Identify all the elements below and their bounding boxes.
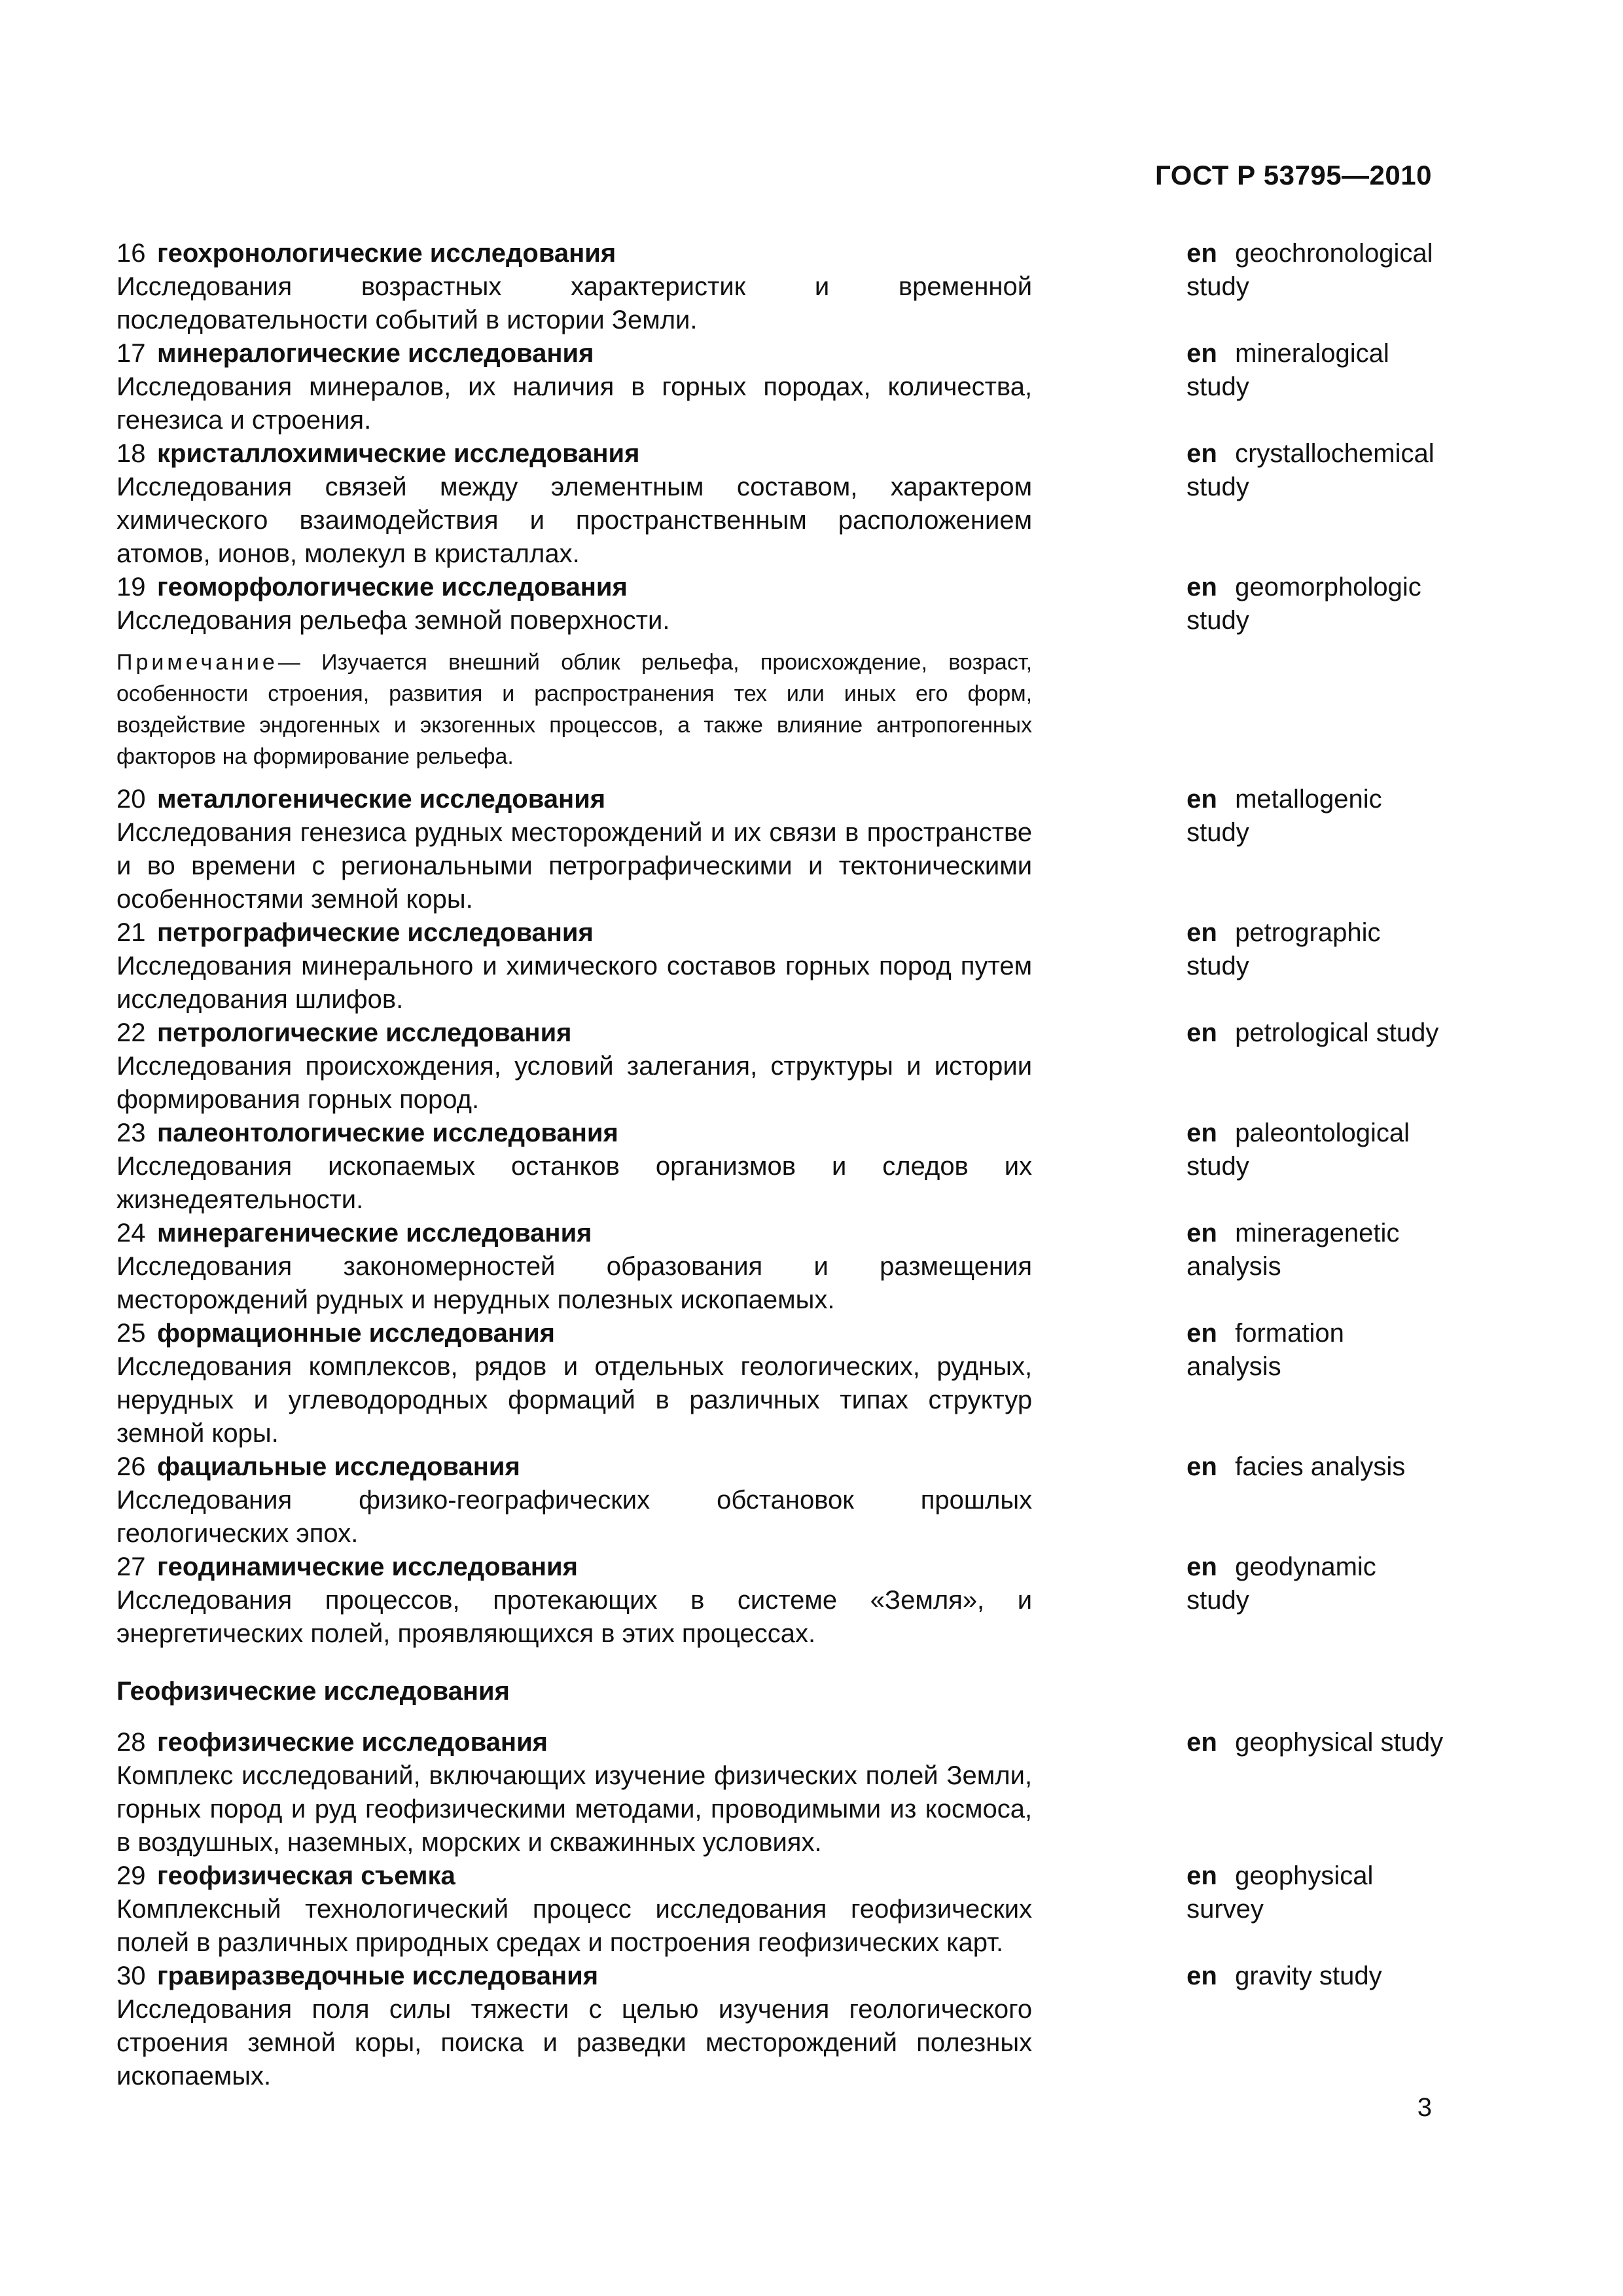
term-heading	[116, 1551, 1032, 1584]
term-title: металлогенические исследования	[157, 785, 606, 814]
term-english	[1186, 337, 1445, 404]
english-term: petrological study	[1235, 1018, 1439, 1047]
term-entry	[116, 1726, 1445, 1859]
english-term: formation analysis	[1186, 1319, 1344, 1381]
term-heading	[116, 1450, 1032, 1484]
term-definition: Исследования рельефа земной поверхности.	[116, 606, 670, 635]
term-title: петрографические исследования	[157, 918, 594, 947]
term-number: 26	[116, 1452, 146, 1481]
term-number: 22	[116, 1018, 146, 1047]
term-entry	[116, 237, 1445, 337]
term-number: 19	[116, 573, 146, 601]
term-heading	[116, 1726, 1032, 1759]
term-russian	[116, 1117, 1032, 1217]
term-entry	[116, 783, 1445, 916]
term-heading	[116, 437, 1032, 471]
term-number: 20	[116, 785, 146, 814]
english-term: geophysical study	[1235, 1728, 1444, 1757]
document-code: ГОСТ Р 53795—2010	[1155, 160, 1432, 190]
term-russian	[116, 1859, 1032, 1960]
term-entry	[116, 1859, 1445, 1960]
term-english	[1186, 1317, 1445, 1384]
term-russian	[116, 1551, 1032, 1651]
terms-list-geology	[116, 237, 1445, 1651]
term-heading	[116, 1217, 1032, 1250]
term-title: петрологические исследования	[157, 1018, 572, 1047]
term-note	[116, 647, 1032, 772]
term-english	[1186, 1859, 1445, 1926]
term-title: формационные исследования	[157, 1319, 556, 1348]
language-code: en	[1186, 1552, 1217, 1581]
term-entry	[116, 1217, 1445, 1317]
language-code: en	[1186, 1018, 1217, 1047]
term-russian	[116, 437, 1032, 571]
term-definition: Исследования минерального и химического составов горных пород путем исследования шлифов.	[116, 952, 1033, 1014]
page-number: 3	[1417, 2093, 1432, 2122]
term-number: 23	[116, 1119, 146, 1147]
term-heading	[116, 783, 1032, 816]
term-number: 27	[116, 1552, 146, 1581]
language-code: en	[1186, 1119, 1217, 1147]
note-text: — Изучается внешний облик рельефа, происхождение, возраст, особенности строения, развития и распространения тех или иных его форм, воздействие эндогенных и экзогенных процессов, а также влияние антропогенных факторов на формирование рельефа.	[116, 650, 1033, 769]
english-term: geodynamic study	[1186, 1552, 1376, 1615]
language-code: en	[1186, 1861, 1217, 1890]
term-title: минералогические исследования	[157, 339, 594, 368]
term-english	[1186, 571, 1445, 637]
english-term: mineralogical study	[1186, 339, 1389, 401]
term-number: 17	[116, 339, 146, 368]
term-title: геоморфологические исследования	[157, 573, 628, 601]
term-russian	[116, 1217, 1032, 1317]
term-heading	[116, 1016, 1032, 1050]
term-english	[1186, 1726, 1445, 1759]
term-russian	[116, 783, 1032, 916]
term-entry	[116, 916, 1445, 1016]
terms-list-geophysics	[116, 1726, 1445, 2093]
term-definition: Исследования минералов, их наличия в горных породах, количества, генезиса и строения.	[116, 372, 1033, 435]
term-entry	[116, 1551, 1445, 1651]
term-entry	[116, 1317, 1445, 1450]
term-english	[1186, 1217, 1445, 1283]
term-title: геофизическая съемка	[157, 1861, 455, 1890]
term-russian	[116, 1450, 1032, 1551]
term-russian	[116, 1726, 1032, 1859]
term-entry	[116, 1960, 1445, 2093]
term-russian	[116, 571, 1032, 783]
language-code: en	[1186, 1452, 1217, 1481]
language-code: en	[1186, 918, 1217, 947]
note-label: Примечание	[116, 650, 278, 675]
term-english	[1186, 1551, 1445, 1617]
term-number: 16	[116, 239, 146, 268]
terms-content	[116, 237, 1445, 2093]
section-heading: Геофизические исследования	[116, 1677, 510, 1706]
term-russian	[116, 237, 1032, 337]
english-term: geophysical survey	[1186, 1861, 1374, 1924]
term-definition: Исследования процессов, протекающих в системе «Земля», и энергетических полей, проявляющихся в этих процессах.	[116, 1586, 1033, 1648]
term-russian	[116, 337, 1032, 437]
english-term: gravity study	[1235, 1962, 1382, 1990]
term-definition: Исследования поля силы тяжести с целью изучения геологического строения земной коры, поиска и разведки месторождений полезных ископаемых.	[116, 1995, 1033, 2090]
term-definition: Исследования генезиса рудных месторождений и их связи в пространстве и во времени с региональными петрографическими и тектоническими особенностями земной коры.	[116, 818, 1033, 914]
term-title: гравиразведочные исследования	[157, 1962, 599, 1990]
term-russian	[116, 916, 1032, 1016]
language-code: en	[1186, 573, 1217, 601]
term-title: минерагенические исследования	[157, 1219, 592, 1247]
language-code: en	[1186, 1319, 1217, 1348]
term-entry	[116, 571, 1445, 783]
term-number: 21	[116, 918, 146, 947]
language-code: en	[1186, 785, 1217, 814]
english-term: paleontological study	[1186, 1119, 1410, 1181]
term-russian	[116, 1317, 1032, 1450]
term-title: геодинамические исследования	[157, 1552, 578, 1581]
term-heading	[116, 1859, 1032, 1893]
term-title: геофизические исследования	[157, 1728, 548, 1757]
english-term: metallogenic study	[1186, 785, 1382, 847]
term-entry	[116, 1117, 1445, 1217]
english-term: geochronological study	[1186, 239, 1433, 301]
language-code: en	[1186, 1219, 1217, 1247]
term-heading	[116, 237, 1032, 270]
term-entry	[116, 1450, 1445, 1551]
english-term: crystallochemical study	[1186, 439, 1435, 501]
term-number: 30	[116, 1962, 146, 1990]
term-english	[1186, 783, 1445, 850]
term-heading	[116, 1317, 1032, 1350]
language-code: en	[1186, 1728, 1217, 1757]
term-entry	[116, 337, 1445, 437]
term-number: 24	[116, 1219, 146, 1247]
term-definition: Исследования возрастных характеристик и временной последовательности событий в истории Земли.	[116, 272, 1033, 334]
term-heading	[116, 1117, 1032, 1150]
term-english	[1186, 437, 1445, 504]
term-title: геохронологические исследования	[157, 239, 616, 268]
term-title: палеонтологические исследования	[157, 1119, 618, 1147]
term-heading	[116, 1960, 1032, 1993]
term-russian	[116, 1016, 1032, 1117]
term-definition: Исследования происхождения, условий залегания, структуры и истории формирования горных пород.	[116, 1052, 1033, 1114]
term-definition: Исследования ископаемых останков организмов и следов их жизнедеятельности.	[116, 1152, 1033, 1214]
term-title: кристаллохимические исследования	[157, 439, 640, 468]
term-english	[1186, 237, 1445, 304]
term-definition: Комплекс исследований, включающих изучение физических полей Земли, горных пород и руд геофизическими методами, проводимыми из космоса, в воздушных, наземных, морских и скважинных условиях.	[116, 1761, 1033, 1857]
term-number: 28	[116, 1728, 146, 1757]
term-english	[1186, 1960, 1445, 1993]
term-heading	[116, 571, 1032, 604]
term-entry	[116, 1016, 1445, 1117]
term-definition: Исследования связей между элементным составом, характером химического взаимодействия и пространственным расположением атомов, ионов, молекул в кристаллах.	[116, 473, 1033, 568]
term-definition: Исследования физико-географических обстановок прошлых геологических эпох.	[116, 1486, 1033, 1548]
english-term: petrographic study	[1186, 918, 1381, 980]
term-heading	[116, 337, 1032, 370]
term-definition: Исследования закономерностей образования и размещения месторождений рудных и нерудных полезных ископаемых.	[116, 1252, 1033, 1314]
term-number: 18	[116, 439, 146, 468]
term-english	[1186, 916, 1445, 983]
term-english	[1186, 1016, 1445, 1050]
term-english	[1186, 1450, 1445, 1484]
term-entry	[116, 437, 1445, 571]
term-number: 25	[116, 1319, 146, 1348]
language-code: en	[1186, 339, 1217, 368]
term-title: фациальные исследования	[157, 1452, 520, 1481]
term-number: 29	[116, 1861, 146, 1890]
term-definition: Комплексный технологический процесс исследования геофизических полей в различных природных средах и построения геофизических карт.	[116, 1895, 1033, 1957]
english-term: mineragenetic analysis	[1186, 1219, 1400, 1281]
term-english	[1186, 1117, 1445, 1183]
term-heading	[116, 916, 1032, 950]
english-term: geomorphologic study	[1186, 573, 1421, 635]
term-russian	[116, 1960, 1032, 2093]
language-code: en	[1186, 1962, 1217, 1990]
language-code: en	[1186, 239, 1217, 268]
term-definition: Исследования комплексов, рядов и отдельных геологических, рудных, нерудных и углеводородных формаций в различных типах структур земной коры.	[116, 1352, 1033, 1448]
language-code: en	[1186, 439, 1217, 468]
english-term: facies analysis	[1235, 1452, 1406, 1481]
